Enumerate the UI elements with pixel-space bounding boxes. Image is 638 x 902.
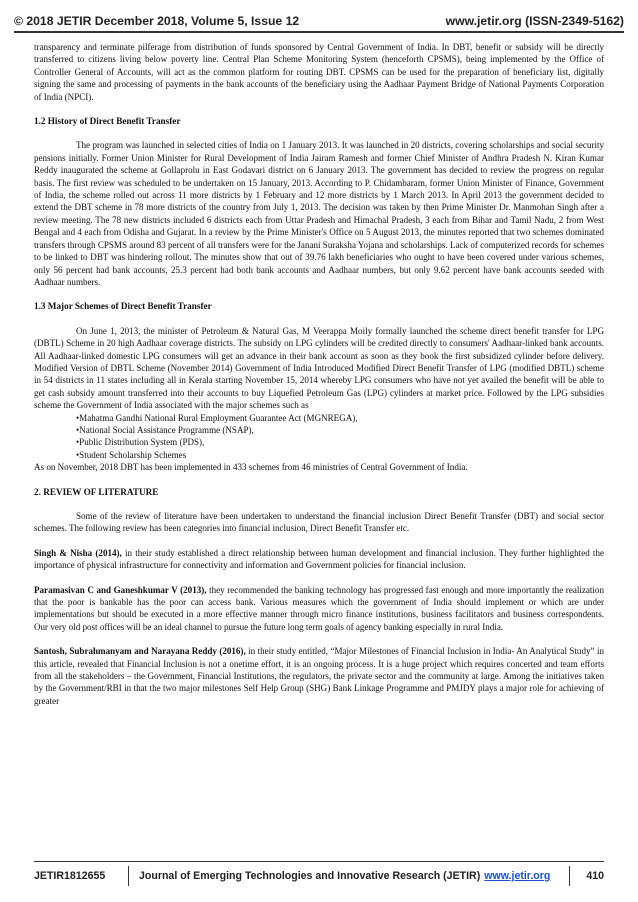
page-number: 410 bbox=[586, 870, 604, 882]
article-body bbox=[34, 41, 604, 707]
review-entry bbox=[34, 547, 604, 572]
header-website-issn: www.jetir.org (ISSN-2349-5162) bbox=[445, 14, 624, 28]
header-divider bbox=[14, 31, 624, 33]
scheme-bullet: •Student Scholarship Schemes bbox=[76, 449, 187, 460]
journal-name bbox=[129, 866, 570, 886]
journal-website-link[interactable]: www.jetir.org bbox=[484, 870, 551, 882]
review-text: in their study established a direct relationship between human development and financial inclusion. They further highlighted the importance of physical infrastructure for connectivity and information and Government policies for financial inclusion. bbox=[34, 547, 604, 571]
header-journal-issue: © 2018 JETIR December 2018, Volume 5, Issue 12 bbox=[14, 14, 300, 28]
intro-paragraph: transparency and terminate pilferage from distribution of funds sponsored by Central Government of India. In DBT, benefit or subsidy will be directly transferred to citizens living below poverty line. Central Plan Scheme Monitoring System (henceforth CPSMS), being implemented by the Office of Controller General of Accounts, will act as the common platform for routing DBT. CPSMS can be used for the preparation of beneficiary list, digitally signing the same and processing of payments in the bank accounts of the beneficiary using the Aadhaar Payment Bridge of National Payments Corporation of India (NPCI). bbox=[34, 42, 604, 102]
review-text: they recommended the banking technology has progressed fast enough and more importantly the realization that the poor is bankable has the poor can access bank. Various measures which the government of India should implement or which are under implementations but should be executed in a more effective manner through micro finance institutions, business facilitators and business correspondents. Our very old post offices will be an ideal channel to pursue the future long term goals of agency banking especially in rural India. bbox=[34, 584, 604, 632]
review-text: in their study entitled, “Major Milestones of Financial Inclusion in India- An Analytical Study” in this article, revealed that Financial Inclusion is not a onetime effort, it is an ongoing process. It is a huge project which requires concerted and team efforts from all the stakeholders – the Government, Financial Institutions, the regulators, the private sector and the community at large. Among the initiatives taken by the Government/RBI in that the two major milestones Self Help Group (SHG) Bank Linkage Programme and PMJDY plays a major role for achieving of greater bbox=[34, 646, 604, 706]
journal-title: Journal of Emerging Technologies and Innovative Research (JETIR) bbox=[139, 870, 481, 882]
section-heading-schemes: 1.3 Major Schemes of Direct Benefit Transfer bbox=[34, 301, 212, 312]
literature-intro: Some of the review of literature have been undertaken to understand the financial inclusion Direct Benefit Transfer (DBT) and social sector schemes. The following review has been categories into financial inclusion, Direct Benefit Transfer etc. bbox=[34, 511, 604, 534]
footer-divider bbox=[34, 861, 604, 862]
schemes-closing: As on November, 2018 DBT has been implemented in 433 schemes from 46 ministries of Central Government of India. bbox=[34, 462, 468, 473]
review-entry bbox=[34, 584, 604, 634]
section-heading-literature: 2. REVIEW OF LITERATURE bbox=[34, 486, 159, 497]
review-entry bbox=[34, 645, 604, 707]
review-authors: Singh & Nisha (2014), bbox=[34, 547, 122, 558]
review-authors: Paramasivan C and Ganeshkumar V (2013), bbox=[34, 584, 207, 595]
review-authors: Santosh, Subrahmanyam and Narayana Reddy (2016), bbox=[34, 646, 246, 657]
scheme-bullet: •Mahatma Gandhi National Rural Employment Guarantee Act (MGNREGA), bbox=[76, 412, 358, 423]
history-paragraph: The program was launched in selected cities of India on 1 January 2013. It was launched in 20 districts, covering scholarships and social security pensions initially. Former Union Minister for Rural Development of India Jairam Ramesh and former Chief Minister of Andhra Pradesh N. Kiran Kumar Reddy inaugurated the scheme at Gollaprolu in East Godavari district on 6 January 2013. The government has decided to review the progress on regular basis. The first review was scheduled to be undertaken on 15 January, 2013. According to P. Chidambaram, former Union Minister of Finance, Government of India, the scheme rolled out across 11 more districts by 1 February and 12 more districts by 1 March 2013. In April 2013 the government decided to extend the DBT scheme in 78 more districts of the country from July 1, 2013. The decision was taken by then Prime Minister Dr. Manmohan Singh after a review meeting. The 78 new districts included 6 districts each from Uttar Pradesh and Himachal Pradesh, 3 each from Bihar and Tamil Nadu, 2 from West Bengal and 4 each from Odisha and Gujarat. In a review by the Prime Minister's Office on 5 August 2013, the minutes reported that two schemes dominated transfers through CPSMS around 83 percent of all transfers were for the Janani Suraksha Yojana and scholarships. Lack of computerized records for schemes to be linked to DBT was hindering rollout. The minutes show that out of 39.76 lakh beneficiaries who ought to have been covered under various schemes, only 56 percent had bank accounts, 25.3 percent had both bank accounts and Aadhaar numbers, but only 9.62 percent have bank accounts seeded with Aadhaar numbers. bbox=[34, 140, 604, 287]
scheme-bullet: •Public Distribution System (PDS), bbox=[76, 437, 205, 448]
running-footer bbox=[34, 866, 604, 886]
schemes-paragraph: On June 1, 2013, the minister of Petroleum & Natural Gas, M Veerappa Moily formally launched the scheme direct benefit transfer for LPG (DBTL) Scheme in 20 high Aadhaar coverage districts. The subsidy on LPG cylinders will be credited directly to consumers' Aadhaar-linked bank accounts. All Aadhaar-linked domestic LPG consumers will get an advance in their bank account as soon as they book the first subsidized cylinder before delivery. Modified Version of DBTL Scheme (November 2014) Government of India Introduced Modified Direct Benefit Transfer of LPG (modified DBTL) scheme in 54 districts in 11 states including all in Kerala starting November 15, 2014 whereby LPG consumers who have not yet availed the benefit will be able to get cash subsidy amount transferred into their accounts to buy Liquefied Petroleum Gas (LPG) cylinders at market price. Followed by the LPG subsidies scheme the Government of India associated with the major schemes such as bbox=[34, 325, 604, 411]
section-heading-history: 1.2 History of Direct Benefit Transfer bbox=[34, 116, 181, 127]
running-header bbox=[14, 6, 624, 28]
scheme-bullet: •National Social Assistance Programme (NSAP), bbox=[76, 424, 254, 435]
paper-id: JETIR1812655 bbox=[34, 866, 129, 886]
